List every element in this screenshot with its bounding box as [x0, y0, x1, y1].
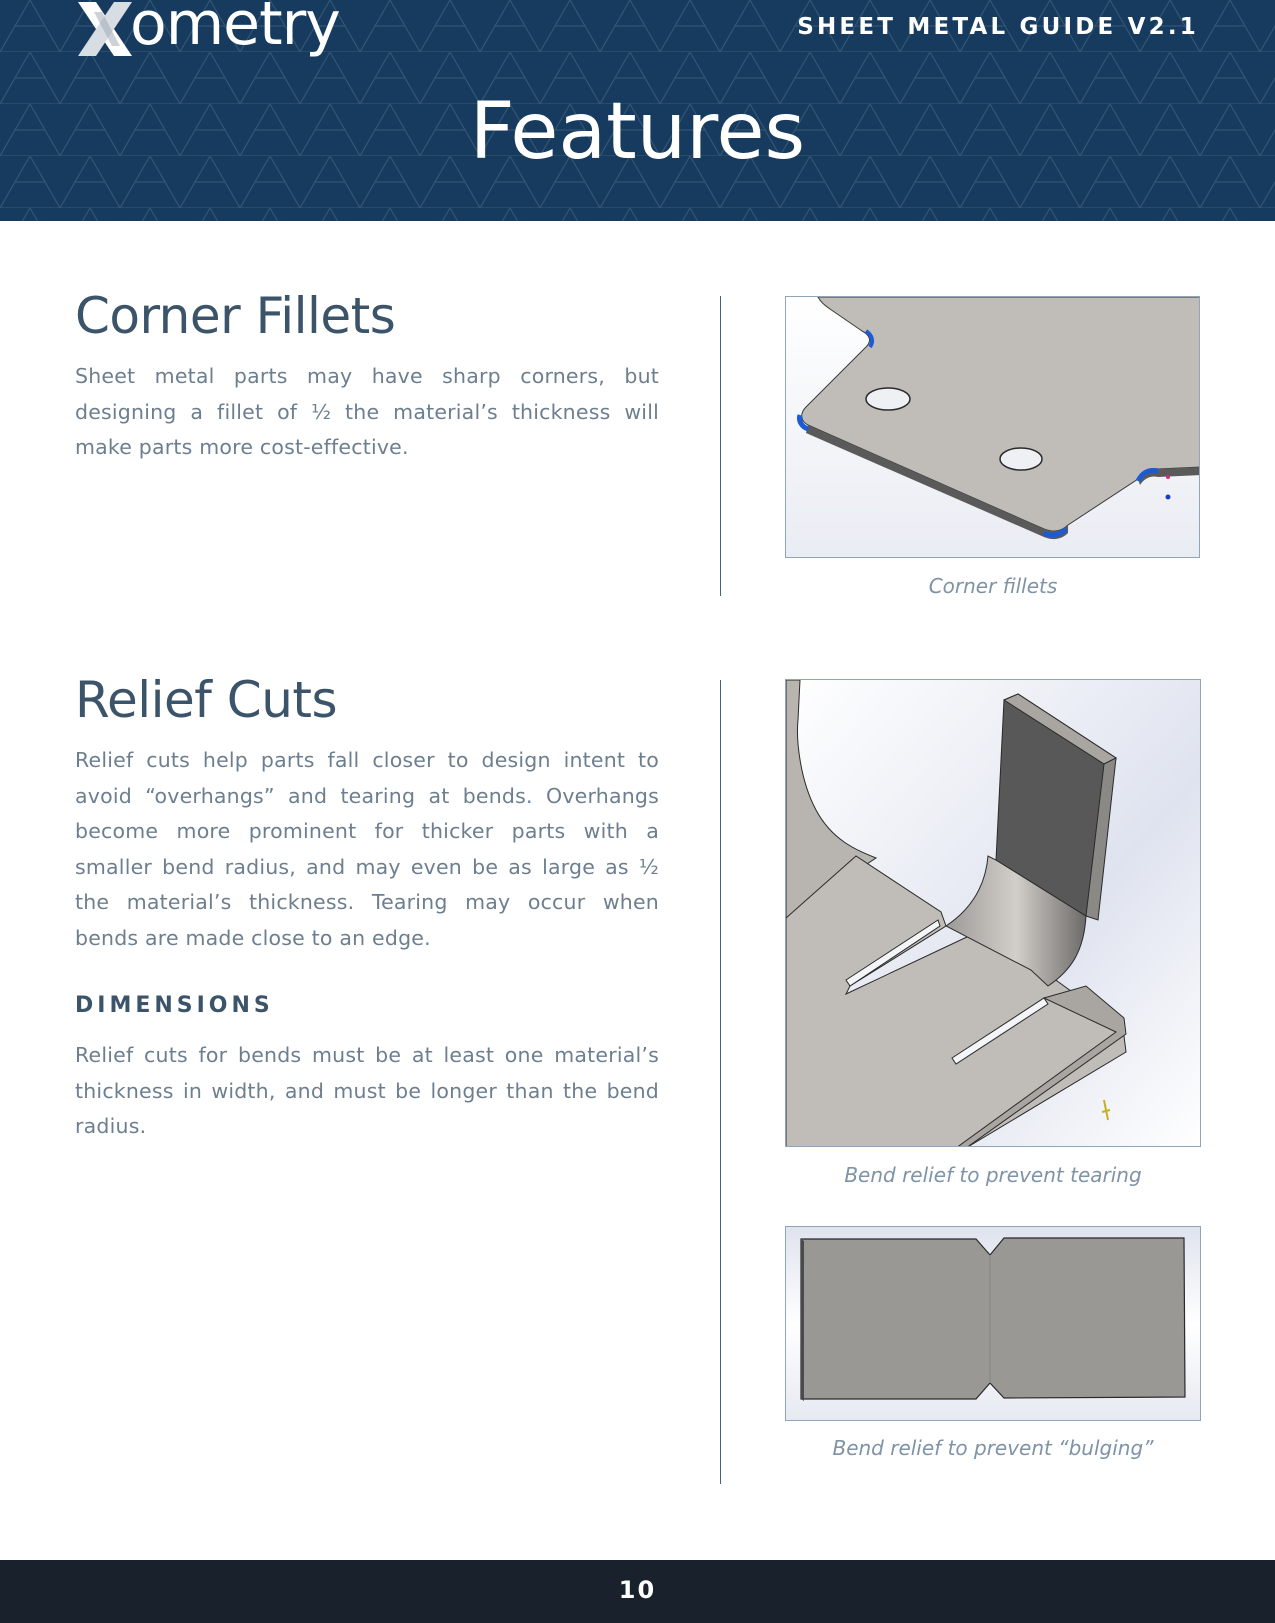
relief-cuts-title: Relief Cuts [75, 671, 338, 729]
page-title: Features [469, 87, 806, 177]
column-divider-2 [720, 680, 721, 1484]
bend-relief-tearing-caption: Bend relief to prevent tearing [844, 1163, 1142, 1187]
corner-fillets-body: Sheet metal parts may have sharp corners, but designing a fillet of ½ the material’s thickness will make parts more cost-effective. [75, 364, 659, 459]
corner-fillets-image [785, 296, 1200, 558]
corner-fillets-caption: Corner fillets [928, 574, 1058, 598]
logo-wordmark: ometry [130, 0, 340, 59]
corner-fillets-title: Corner Fillets [75, 287, 396, 345]
bend-relief-bulging-image [785, 1226, 1201, 1421]
xometry-x-logo-icon [74, 0, 136, 60]
page-footer [0, 1560, 1275, 1623]
bend-relief-bulging-illustration [786, 1227, 1201, 1421]
corner-fillets-illustration [786, 297, 1200, 558]
bend-relief-tearing-image [785, 679, 1201, 1147]
page-number: 10 [618, 1576, 657, 1604]
bend-relief-bulging-caption: Bend relief to prevent “bulging” [832, 1436, 1154, 1460]
xometry-logo [74, 0, 354, 64]
bend-relief-tearing-illustration [786, 680, 1201, 1147]
dimensions-heading: DIMENSIONS [75, 993, 274, 1018]
relief-cuts-body: Relief cuts help parts fall closer to design intent to avoid “overhangs” and tearing at bends. Overhangs become more prominent for thicker parts with a smaller bend radius, and may even be as large as ½ the material’s thickness. Tearing may occur when bends are made close to an edge. [75, 748, 659, 950]
page-header [0, 0, 1275, 221]
column-divider-1 [720, 296, 721, 596]
guide-title: SHEET METAL GUIDE V2.1 [797, 14, 1199, 40]
dimensions-body: Relief cuts for bends must be at least one material’s thickness in width, and must be longer than the bend radius. [75, 1043, 659, 1138]
